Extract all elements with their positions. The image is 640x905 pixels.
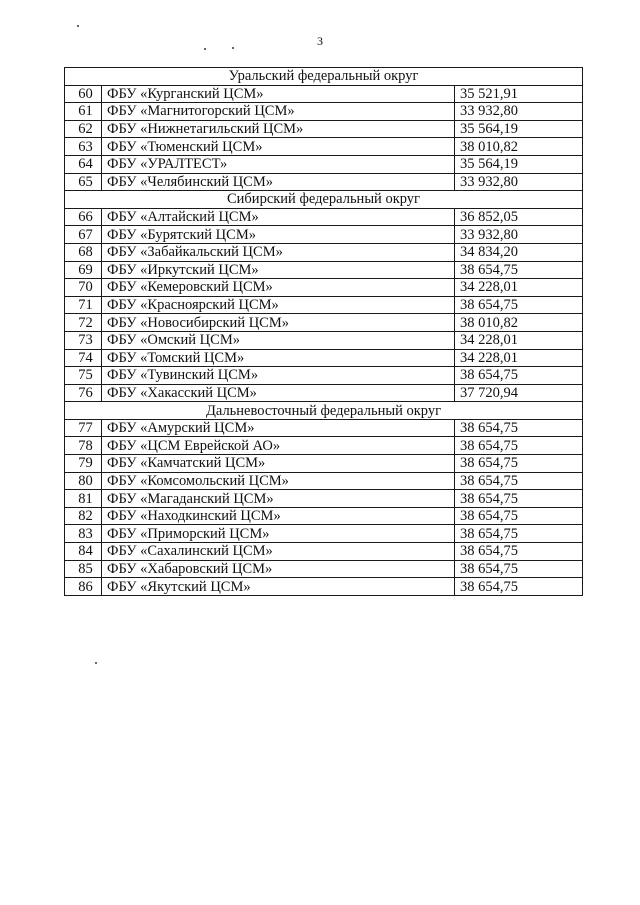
organization-name-cell: ФБУ «Бурятский ЦСМ» (102, 226, 455, 244)
row-number-cell: 61 (65, 103, 102, 121)
organization-name-cell: ФБУ «Курганский ЦСМ» (102, 85, 455, 103)
table-row (65, 261, 583, 279)
table-row (65, 578, 583, 596)
table-row (65, 367, 583, 385)
row-number-cell: 66 (65, 208, 102, 226)
amount-cell: 35 564,19 (455, 155, 583, 173)
row-number-cell: 70 (65, 279, 102, 297)
table-row (65, 279, 583, 297)
row-number-cell: 74 (65, 349, 102, 367)
amount-cell: 38 654,75 (455, 578, 583, 596)
organization-name-cell: ФБУ «Комсомольский ЦСМ» (102, 472, 455, 490)
organization-name-cell: ФБУ «Красноярский ЦСМ» (102, 296, 455, 314)
row-number-cell: 85 (65, 560, 102, 578)
organization-name-cell: ФБУ «Сахалинский ЦСМ» (102, 543, 455, 561)
row-number-cell: 82 (65, 507, 102, 525)
amount-cell: 38 654,75 (455, 543, 583, 561)
row-number-cell: 60 (65, 85, 102, 103)
scan-speck (95, 662, 97, 664)
organization-name-cell: ФБУ «Хакасский ЦСМ» (102, 384, 455, 402)
organization-name-cell: ФБУ «Приморский ЦСМ» (102, 525, 455, 543)
organization-name-cell: ФБУ «Челябинский ЦСМ» (102, 173, 455, 191)
funding-table (64, 67, 583, 596)
row-number-cell: 83 (65, 525, 102, 543)
row-number-cell: 71 (65, 296, 102, 314)
amount-cell: 33 932,80 (455, 226, 583, 244)
row-number-cell: 63 (65, 138, 102, 156)
row-number-cell: 72 (65, 314, 102, 332)
amount-cell: 36 852,05 (455, 208, 583, 226)
amount-cell: 38 654,75 (455, 296, 583, 314)
amount-cell: 38 010,82 (455, 314, 583, 332)
row-number-cell: 64 (65, 155, 102, 173)
section-title: Дальневосточный федеральный округ (65, 402, 583, 420)
amount-cell: 38 654,75 (455, 525, 583, 543)
table-row (65, 173, 583, 191)
amount-cell: 38 654,75 (455, 419, 583, 437)
amount-cell: 38 654,75 (455, 507, 583, 525)
amount-cell: 38 654,75 (455, 490, 583, 508)
organization-name-cell: ФБУ «Амурский ЦСМ» (102, 419, 455, 437)
amount-cell: 34 228,01 (455, 279, 583, 297)
table-row (65, 455, 583, 473)
amount-cell: 34 228,01 (455, 331, 583, 349)
row-number-cell: 76 (65, 384, 102, 402)
organization-name-cell: ФБУ «Находкинский ЦСМ» (102, 507, 455, 525)
amount-cell: 38 654,75 (455, 437, 583, 455)
organization-name-cell: ФБУ «Камчатский ЦСМ» (102, 455, 455, 473)
row-number-cell: 68 (65, 243, 102, 261)
table-row (65, 103, 583, 121)
row-number-cell: 81 (65, 490, 102, 508)
organization-name-cell: ФБУ «Новосибирский ЦСМ» (102, 314, 455, 332)
amount-cell: 38 654,75 (455, 560, 583, 578)
table-row (65, 560, 583, 578)
table-row (65, 331, 583, 349)
amount-cell: 35 521,91 (455, 85, 583, 103)
table-body (65, 68, 583, 596)
table-row (65, 507, 583, 525)
organization-name-cell: ФБУ «Кемеровский ЦСМ» (102, 279, 455, 297)
organization-name-cell: ФБУ «УРАЛТЕСТ» (102, 155, 455, 173)
table-row (65, 472, 583, 490)
amount-cell: 33 932,80 (455, 173, 583, 191)
row-number-cell: 65 (65, 173, 102, 191)
row-number-cell: 78 (65, 437, 102, 455)
table-row (65, 525, 583, 543)
table-row (65, 155, 583, 173)
section-title: Уральский федеральный округ (65, 68, 583, 86)
table-row (65, 85, 583, 103)
organization-name-cell: ФБУ «Магаданский ЦСМ» (102, 490, 455, 508)
scan-speck (77, 25, 79, 27)
table-row (65, 208, 583, 226)
row-number-cell: 80 (65, 472, 102, 490)
organization-name-cell: ФБУ «Омский ЦСМ» (102, 331, 455, 349)
scan-speck (232, 47, 234, 49)
amount-cell: 38 654,75 (455, 455, 583, 473)
amount-cell: 37 720,94 (455, 384, 583, 402)
amount-cell: 35 564,19 (455, 120, 583, 138)
row-number-cell: 77 (65, 419, 102, 437)
table-row (65, 384, 583, 402)
row-number-cell: 84 (65, 543, 102, 561)
row-number-cell: 86 (65, 578, 102, 596)
table-row (65, 120, 583, 138)
amount-cell: 38 654,75 (455, 367, 583, 385)
table-row (65, 243, 583, 261)
table-row (65, 543, 583, 561)
row-number-cell: 67 (65, 226, 102, 244)
table-row (65, 314, 583, 332)
amount-cell: 33 932,80 (455, 103, 583, 121)
table-row (65, 419, 583, 437)
row-number-cell: 75 (65, 367, 102, 385)
amount-cell: 38 654,75 (455, 261, 583, 279)
organization-name-cell: ФБУ «Якутский ЦСМ» (102, 578, 455, 596)
amount-cell: 38 654,75 (455, 472, 583, 490)
row-number-cell: 73 (65, 331, 102, 349)
row-number-cell: 69 (65, 261, 102, 279)
organization-name-cell: ФБУ «Забайкальский ЦСМ» (102, 243, 455, 261)
organization-name-cell: ФБУ «Магнитогорский ЦСМ» (102, 103, 455, 121)
organization-name-cell: ФБУ «Иркутский ЦСМ» (102, 261, 455, 279)
section-title: Сибирский федеральный округ (65, 191, 583, 209)
page-number: 3 (317, 34, 323, 48)
amount-cell: 34 834,20 (455, 243, 583, 261)
scan-speck (204, 48, 206, 50)
amount-cell: 38 010,82 (455, 138, 583, 156)
amount-cell: 34 228,01 (455, 349, 583, 367)
row-number-cell: 62 (65, 120, 102, 138)
organization-name-cell: ФБУ «Тюменский ЦСМ» (102, 138, 455, 156)
section-header-row (65, 402, 583, 420)
table-row (65, 437, 583, 455)
table-row (65, 226, 583, 244)
section-header-row (65, 68, 583, 86)
organization-name-cell: ФБУ «Хабаровский ЦСМ» (102, 560, 455, 578)
row-number-cell: 79 (65, 455, 102, 473)
table-row (65, 490, 583, 508)
organization-name-cell: ФБУ «Нижнетагильский ЦСМ» (102, 120, 455, 138)
table-row (65, 296, 583, 314)
table-row (65, 349, 583, 367)
organization-name-cell: ФБУ «Тувинский ЦСМ» (102, 367, 455, 385)
table-row (65, 138, 583, 156)
organization-name-cell: ФБУ «ЦСМ Еврейской АО» (102, 437, 455, 455)
section-header-row (65, 191, 583, 209)
organization-name-cell: ФБУ «Алтайский ЦСМ» (102, 208, 455, 226)
organization-name-cell: ФБУ «Томский ЦСМ» (102, 349, 455, 367)
